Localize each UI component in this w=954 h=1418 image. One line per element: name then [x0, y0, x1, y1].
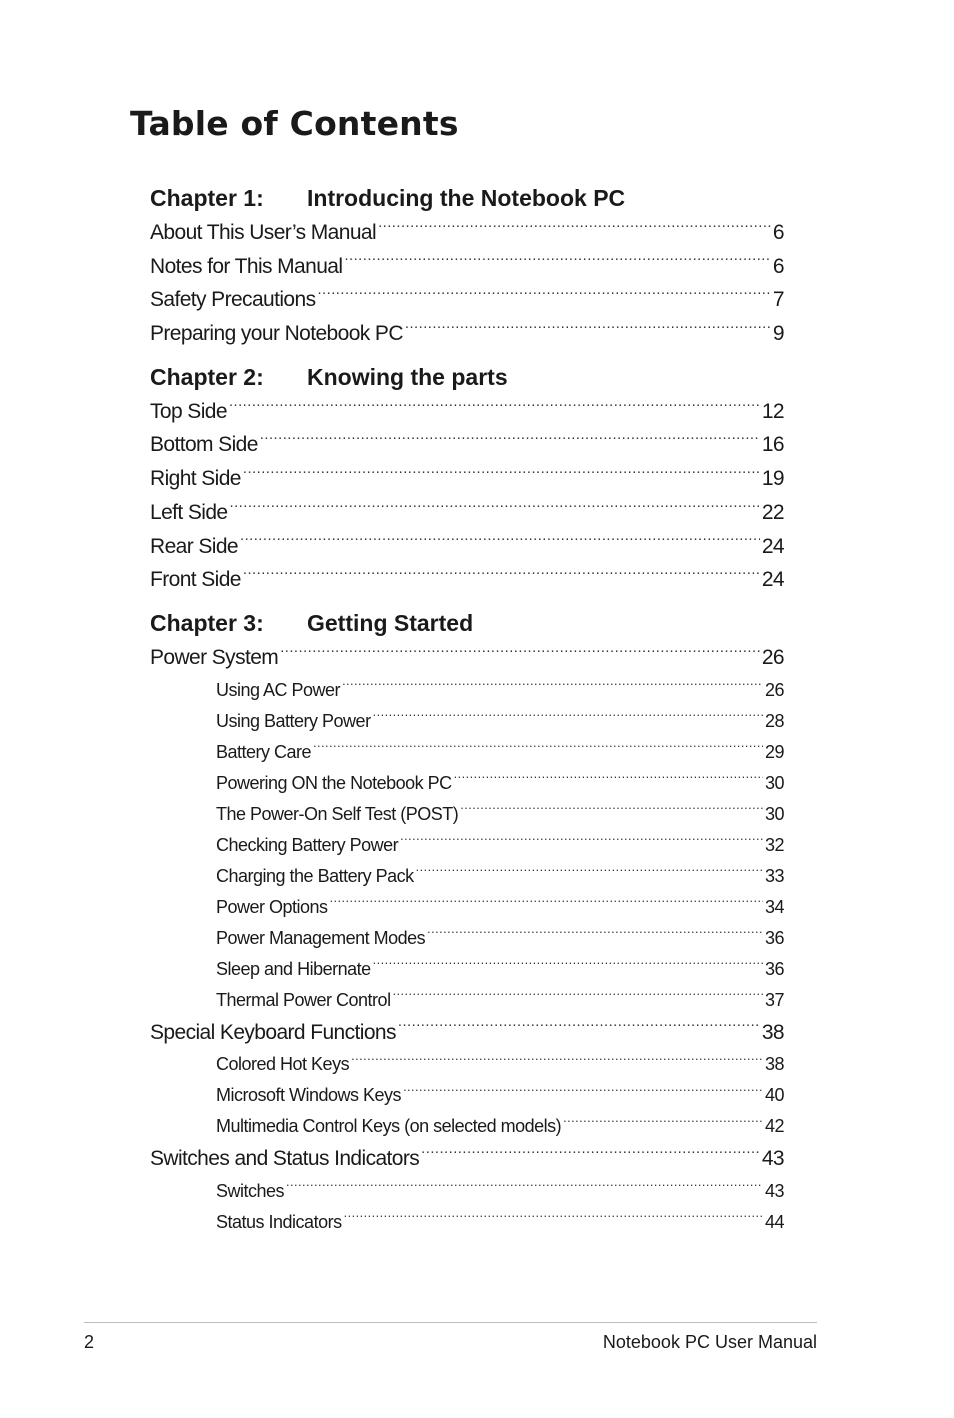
chapter-number: Chapter 1: [150, 185, 264, 211]
toc-entry-label: Using Battery Power [216, 710, 371, 731]
toc-subentry[interactable] [150, 954, 784, 985]
chapter-title: Getting Started [307, 609, 474, 636]
toc-entry[interactable] [150, 317, 784, 351]
toc-entry-page: 44 [764, 1211, 784, 1232]
toc-entry-page: 24 [761, 568, 784, 592]
toc-entry-label: About This User’s Manual [150, 221, 377, 244]
footer-manual-title: Notebook PC User Manual [602, 1332, 817, 1352]
toc-entry-page: 37 [764, 989, 784, 1010]
dot-leader [229, 397, 760, 418]
toc-entry-label: Checking Battery Power [216, 834, 399, 855]
dot-leader [421, 1144, 760, 1165]
toc-subentry[interactable] [150, 923, 784, 954]
toc-subentry[interactable] [150, 985, 784, 1016]
toc-subentry[interactable] [150, 737, 784, 768]
dot-leader [240, 532, 760, 553]
toc-entry-page: 30 [764, 772, 784, 793]
toc-entry-label: Switches and Status Indicators [150, 1147, 420, 1171]
toc-entry-label: Top Side [150, 399, 227, 423]
toc-subentry[interactable] [150, 1207, 784, 1238]
dot-leader [260, 430, 760, 451]
dot-leader [351, 1052, 763, 1070]
toc-entry-label: Safety Precautions [150, 288, 316, 312]
toc-entry-page: 43 [764, 1180, 784, 1201]
dot-leader [398, 1018, 760, 1039]
toc-entry-page: 43 [761, 1147, 784, 1171]
toc-entry-label: Power Management Modes [216, 927, 426, 948]
toc-entry-page: 26 [764, 679, 784, 700]
toc-entry-label: Thermal Power Control [216, 989, 391, 1010]
dot-leader [286, 1179, 763, 1197]
toc-entry-label: Front Side [150, 568, 241, 592]
toc-entry-label: The Power-On Self Test (POST) [216, 803, 459, 824]
page-title: Table of Contents [130, 104, 459, 143]
toc-subentry[interactable] [150, 892, 784, 923]
toc-entry-label: Special Keyboard Functions [150, 1020, 396, 1044]
toc-entry[interactable] [150, 216, 784, 250]
toc-entry-label: Battery Care [216, 741, 312, 762]
toc-entry-label: Power Options [216, 896, 328, 917]
toc-entry-page: 16 [761, 433, 784, 457]
dot-leader [313, 740, 763, 758]
toc-entry[interactable] [150, 1016, 784, 1050]
toc-entry-page: 6 [772, 221, 784, 244]
toc-entry[interactable] [150, 462, 784, 496]
toc-subentry[interactable] [150, 1111, 784, 1142]
toc-entry[interactable] [150, 530, 784, 564]
toc-entry-page: 7 [772, 288, 784, 312]
chapter-title: Knowing the parts [307, 363, 508, 390]
toc-entry-label: Colored Hot Keys [216, 1054, 350, 1075]
toc-entry-page: 24 [761, 534, 784, 558]
chapter-heading [150, 180, 784, 216]
toc-entry-label: Notes for This Manual [150, 254, 343, 278]
toc-entry-page: 42 [764, 1116, 784, 1137]
toc-entry-label: Switches [216, 1180, 285, 1201]
toc-subentry[interactable] [150, 1176, 784, 1207]
toc-entry[interactable] [150, 563, 784, 597]
chapter-title: Introducing the Notebook PC [307, 185, 626, 211]
toc-subentry[interactable] [150, 675, 784, 706]
dot-leader [405, 319, 771, 340]
toc-entry-page: 34 [764, 896, 784, 917]
toc-entry-page: 32 [764, 834, 784, 855]
toc-entry-page: 29 [764, 741, 784, 762]
dot-leader [243, 565, 760, 586]
dot-leader [403, 1083, 763, 1101]
chapter-number: Chapter 2: [150, 363, 264, 390]
toc-entry[interactable] [150, 1142, 784, 1176]
toc-entry-page: 30 [764, 803, 784, 824]
toc-entry-label: Charging the Battery Pack [216, 865, 414, 886]
toc-entry-label: Right Side [150, 467, 241, 491]
toc-subentry[interactable] [150, 1080, 784, 1111]
toc-entry[interactable] [150, 250, 784, 284]
toc-subentry[interactable] [150, 1049, 784, 1080]
toc-entry-page: 26 [761, 645, 784, 669]
toc-entry-page: 33 [764, 865, 784, 886]
toc-subentry[interactable] [150, 706, 784, 737]
footer-page-number: 2 [84, 1332, 95, 1352]
toc-entry-label: Status Indicators [216, 1211, 342, 1232]
toc-entry-page: 38 [761, 1020, 784, 1044]
toc-entry-page: 38 [764, 1054, 784, 1075]
dot-leader [342, 678, 763, 696]
toc-entry-label: Preparing your Notebook PC [150, 322, 403, 346]
toc-subentry[interactable] [150, 768, 784, 799]
chapter-number: Chapter 3: [150, 609, 264, 636]
dot-leader [330, 895, 763, 913]
dot-leader [344, 252, 770, 273]
dot-leader [317, 285, 770, 306]
toc-entry-page: 22 [761, 500, 784, 524]
dot-leader [230, 498, 760, 519]
dot-leader [344, 1210, 763, 1228]
table-of-contents [150, 180, 784, 1238]
dot-leader [416, 864, 763, 882]
toc-subentry[interactable] [150, 861, 784, 892]
dot-leader [373, 957, 763, 975]
toc-entry-label: Microsoft Windows Keys [216, 1085, 402, 1106]
toc-entry-label: Using AC Power [216, 679, 341, 700]
toc-entry[interactable] [150, 395, 784, 429]
dot-leader [427, 926, 763, 944]
toc-entry-label: Left Side [150, 500, 228, 524]
toc-entry-label: Sleep and Hibernate [216, 958, 371, 979]
toc-entry-label: Bottom Side [150, 433, 258, 457]
dot-leader [563, 1114, 763, 1132]
toc-subentry[interactable] [150, 830, 784, 861]
toc-entry[interactable] [150, 641, 784, 675]
toc-entry-label: Rear Side [150, 534, 238, 558]
footer-divider [84, 1322, 817, 1323]
chapter-heading [150, 359, 784, 395]
dot-leader [400, 833, 763, 851]
toc-entry-page: 40 [764, 1085, 784, 1106]
toc-entry-page: 6 [772, 254, 784, 278]
dot-leader [460, 802, 763, 820]
toc-entry-label: Power System [150, 645, 279, 669]
toc-entry-label: Powering ON the Notebook PC [216, 772, 452, 793]
chapter-heading [150, 605, 784, 641]
dot-leader [378, 218, 771, 239]
toc-entry-page: 36 [764, 958, 784, 979]
toc-entry-page: 9 [772, 322, 784, 346]
toc-entry-page: 28 [764, 710, 784, 731]
dot-leader [393, 988, 763, 1006]
dot-leader [243, 464, 760, 485]
toc-entry-label: Multimedia Control Keys (on selected models) [216, 1116, 562, 1137]
dot-leader [454, 771, 763, 789]
toc-entry[interactable] [150, 496, 784, 530]
toc-entry[interactable] [150, 283, 784, 317]
toc-subentry[interactable] [150, 799, 784, 830]
toc-entry-page: 19 [761, 467, 784, 491]
dot-leader [280, 643, 760, 664]
toc-entry[interactable] [150, 428, 784, 462]
toc-entry-page: 12 [761, 399, 784, 423]
dot-leader [373, 709, 763, 727]
toc-entry-page: 36 [764, 927, 784, 948]
